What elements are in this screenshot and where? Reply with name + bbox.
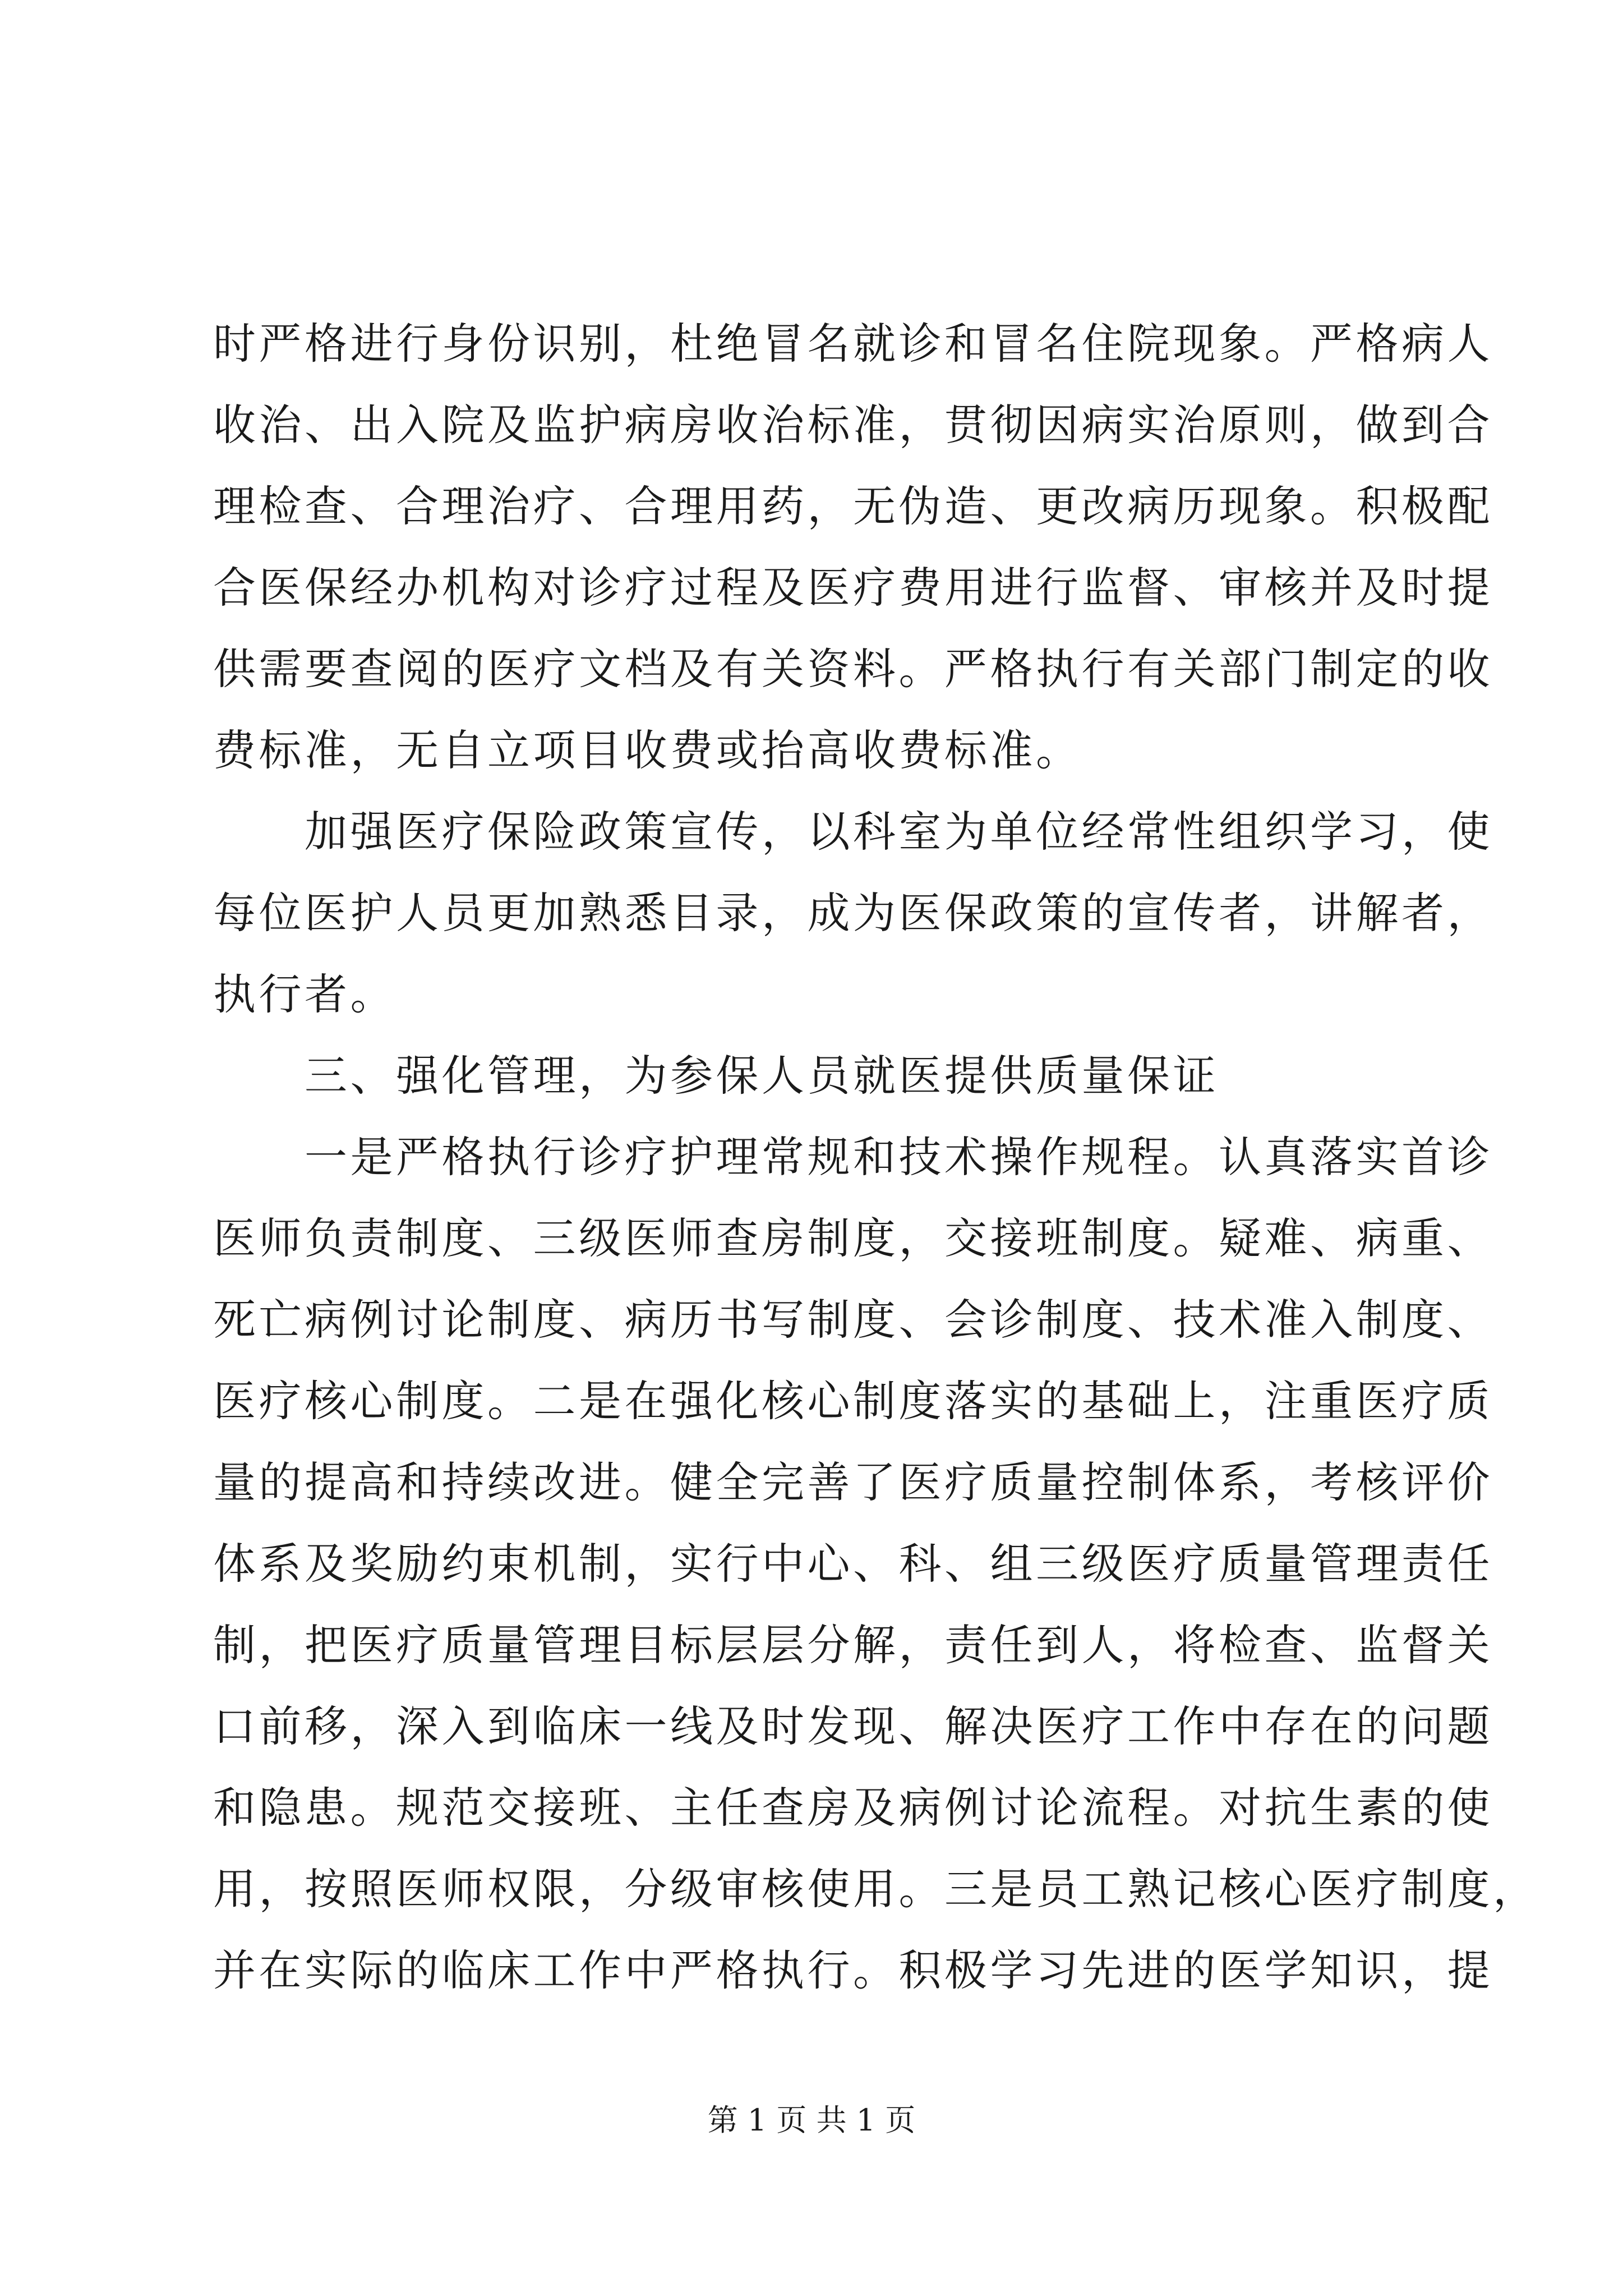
text-line: 加强医疗保险政策宣传，以科室为单位经常性组织学习，使 [213,807,1493,857]
text-line: 一是严格执行诊疗护理常规和技术操作规程。认真落实首诊 [213,1132,1493,1182]
text-line: 理检查、合理治疗、合理用药，无伪造、更改病历现象。积极配 [213,481,1493,531]
text-line: 合医保经办机构对诊疗过程及医疗费用进行监督、审核并及时提 [213,563,1493,613]
text-line: 费标准，无自立项目收费或抬高收费标准。 [213,725,1082,775]
body-text [213,303,1539,2011]
text-line: 供需要查阅的医疗文档及有关资料。严格执行有关部门制定的收 [213,644,1493,694]
text-line: 和隐患。规范交接班、主任查房及病例讨论流程。对抗生素的使 [213,1783,1493,1833]
text-line: 医疗核心制度。二是在强化核心制度落实的基础上，注重医疗质 [213,1376,1493,1426]
text-line: 口前移，深入到临床一线及时发现、解决医疗工作中存在的问题 [213,1701,1493,1751]
text-line: 收治、出入院及监护病房收治标准，贯彻因病实治原则，做到合 [213,400,1493,450]
text-line: 执行者。 [213,969,396,1019]
text-line: 并在实际的临床工作中严格执行。积极学习先进的医学知识，提 [213,1945,1493,1995]
text-line: 用，按照医师权限，分级审核使用。三是员工熟记核心医疗制度， [213,1864,1539,1914]
text-line: 死亡病例讨论制度、病历书写制度、会诊制度、技术准入制度、 [213,1295,1493,1345]
text-line: 时严格进行身份识别，杜绝冒名就诊和冒名住院现象。严格病人 [213,319,1493,369]
text-line: 制，把医疗质量管理目标层层分解，责任到人，将检查、监督关 [213,1620,1493,1670]
text-line: 量的提高和持续改进。健全完善了医疗质量控制体系，考核评价 [213,1457,1493,1507]
text-line: 每位医护人员更加熟悉目录，成为医保政策的宣传者，讲解者， [213,888,1493,938]
page-number-footer: 第 1 页 共 1 页 [707,2102,916,2138]
text-line: 医师负责制度、三级医师查房制度，交接班制度。疑难、病重、 [213,1213,1493,1263]
section-heading: 三、强化管理，为参保人员就医提供质量保证 [213,1051,1219,1101]
text-line: 体系及奖励约束机制，实行中心、科、组三级医疗质量管理责任 [213,1539,1493,1589]
